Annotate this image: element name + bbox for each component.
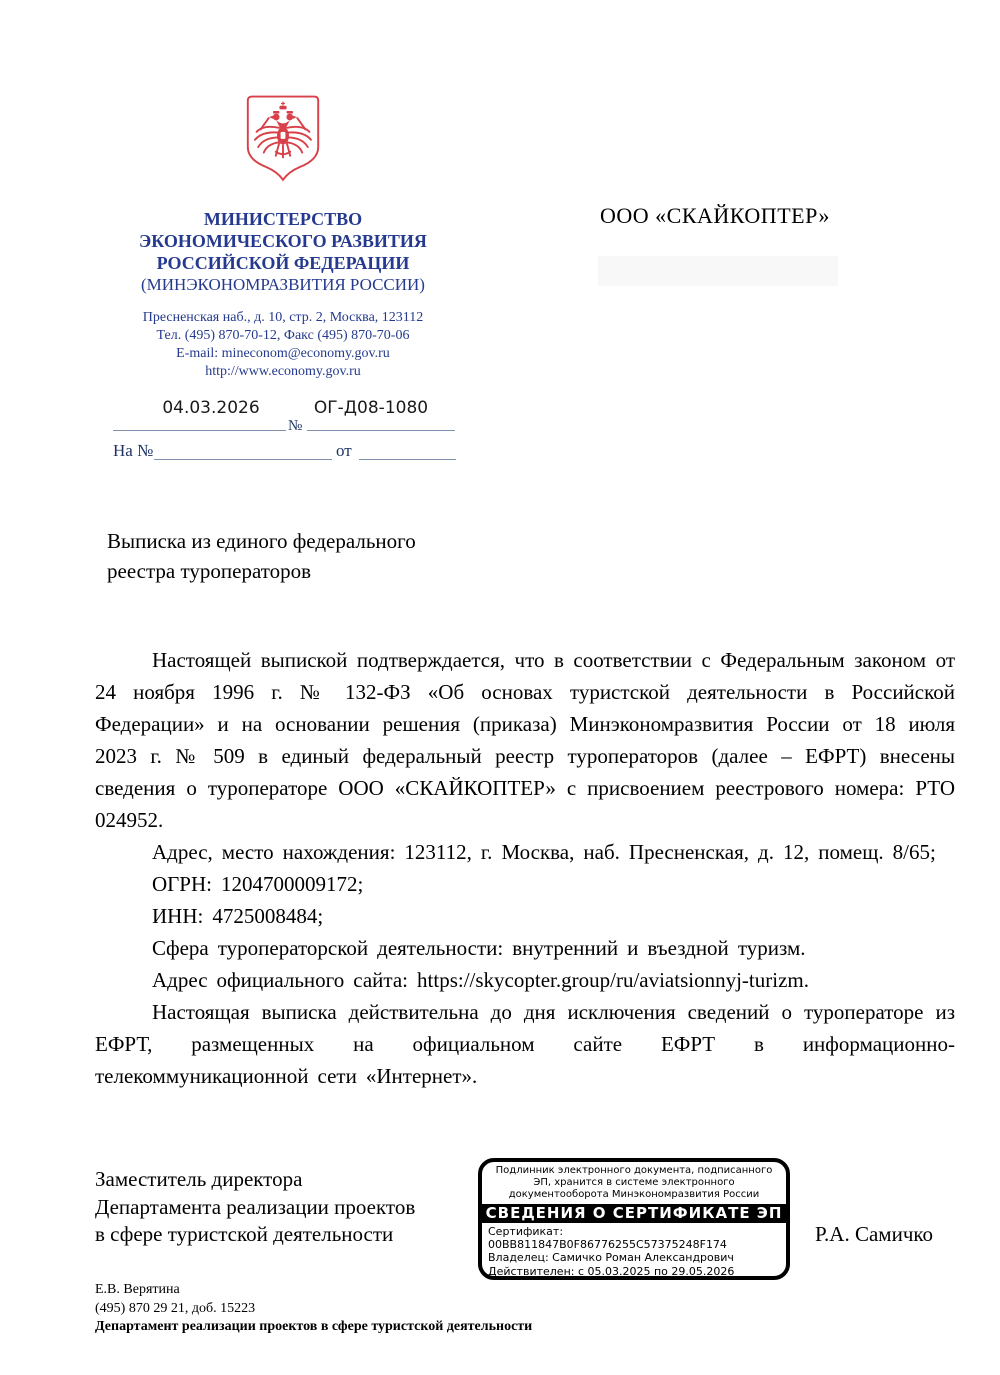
ministry-address: Пресненская наб., д. 10, стр. 2, Москва, 123112	[142, 310, 424, 325]
letterhead	[97, 93, 469, 381]
body-paragraph: Адрес, место нахождения: 123112, г. Москва, наб. Пресненская, д. 12, помещ. 8/65;	[152, 840, 936, 864]
outgoing-date-value: 04.03.2026	[162, 398, 260, 418]
signer-name: Р.А. Самичко	[815, 1222, 934, 1246]
ministry-email: E-mail: mineconom@economy.gov.ru	[176, 346, 390, 361]
body-paragraph: Адрес официального сайта: https://skycopter.group/ru/aviatsionnyj-turizm.	[152, 968, 809, 992]
ministry-name-line2: ЭКОНОМИЧЕСКОГО РАЗВИТИЯ	[139, 231, 427, 251]
body-paragraph: Настоящей выпиской подтверждается, что в соответствии с Федеральным законом от 24 ноября 1996 г. № 132-ФЗ «Об основах туристской деятельности в Российской Федерации» и на основании решения (приказа) Минэкономразвития России от 18 июля 2023 г. № 509 в единый федеральный реестр туроператоров (далее – ЕФРТ) внесены сведения о туроператоре ООО «СКАЙКОПТЕР» с присвоением реестрового номера: РТО 024952.	[95, 648, 955, 832]
body-paragraph: Сфера туроператорской деятельности: внутренний и въездной туризм.	[152, 936, 806, 960]
document-title: Выписка из единого федерального реестра туроператоров	[107, 529, 416, 583]
executor-name: Е.В. Верятина	[95, 1282, 180, 1297]
ministry-name	[97, 208, 469, 274]
signer-position-line1: Заместитель директора	[95, 1167, 303, 1191]
ministry-phone-fax: Тел. (495) 870-70-12, Факс (495) 870-70-06	[156, 328, 410, 343]
coat-of-arms-icon	[243, 93, 323, 185]
redacted-area	[598, 256, 838, 286]
body-paragraph: Настоящая выписка действительна до дня исключения сведений о туроператоре из ЕФРТ, размещенных на официальном сайте ЕФРТ в информационно-телекоммуникационной сети «Интернет».	[95, 1000, 955, 1088]
signer-position-line3: в сфере туристской деятельности	[95, 1222, 394, 1246]
date-underline	[113, 430, 286, 431]
body-paragraph: ОГРН: 1204700009172;	[152, 872, 364, 896]
executor-phone: (495) 870 29 21, доб. 15223	[95, 1300, 256, 1316]
signer-position	[95, 1166, 415, 1249]
reply-number-underline	[154, 459, 332, 460]
addressee-name: ООО «СКАЙКОПТЕР»	[600, 203, 830, 228]
stamp-header-text: Подлинник электронного документа, подписанного ЭП, хранится в системе электронного документооборота Минэкономразвития России	[495, 1165, 773, 1200]
body-paragraph: ИНН: 4725008484;	[152, 904, 324, 928]
certificate-value: 00BB811847B0F86776255C57375248F174	[488, 1238, 727, 1252]
number-underline	[307, 430, 455, 431]
electronic-signature-stamp	[478, 1158, 790, 1280]
certificate-label: Сертификат:	[488, 1225, 564, 1238]
ministry-website: http://www.economy.gov.ru	[205, 364, 361, 379]
ministry-name-line3: РОССИЙСКОЙ ФЕДЕРАЦИИ	[156, 253, 410, 273]
document-body	[95, 644, 955, 1092]
ministry-contacts	[97, 309, 469, 381]
reply-from-label: от	[336, 441, 352, 460]
reply-to-number-label: На №	[113, 441, 154, 460]
stamp-band-title: СВЕДЕНИЯ О СЕРТИФИКАТЕ ЭП	[482, 1204, 786, 1223]
reply-date-underline	[359, 459, 456, 460]
certificate-owner: Владелец: Самичко Роман Александрович	[488, 1251, 734, 1265]
outgoing-number-value: ОГ-Д08-1080	[313, 398, 429, 418]
executor-department: Департамент реализации проектов в сфере туристской деятельности	[95, 1319, 533, 1334]
signer-position-line2: Департамента реализации проектов	[95, 1194, 416, 1219]
number-sign-label: №	[288, 418, 303, 434]
executor-info	[95, 1281, 532, 1337]
ministry-name-line1: МИНИСТЕРСТВО	[203, 209, 363, 229]
ministry-short-name: (МИНЭКОНОМРАЗВИТИЯ РОССИИ)	[141, 275, 425, 294]
certificate-validity: Действителен: с 05.03.2025 по 29.05.2026	[488, 1264, 735, 1278]
